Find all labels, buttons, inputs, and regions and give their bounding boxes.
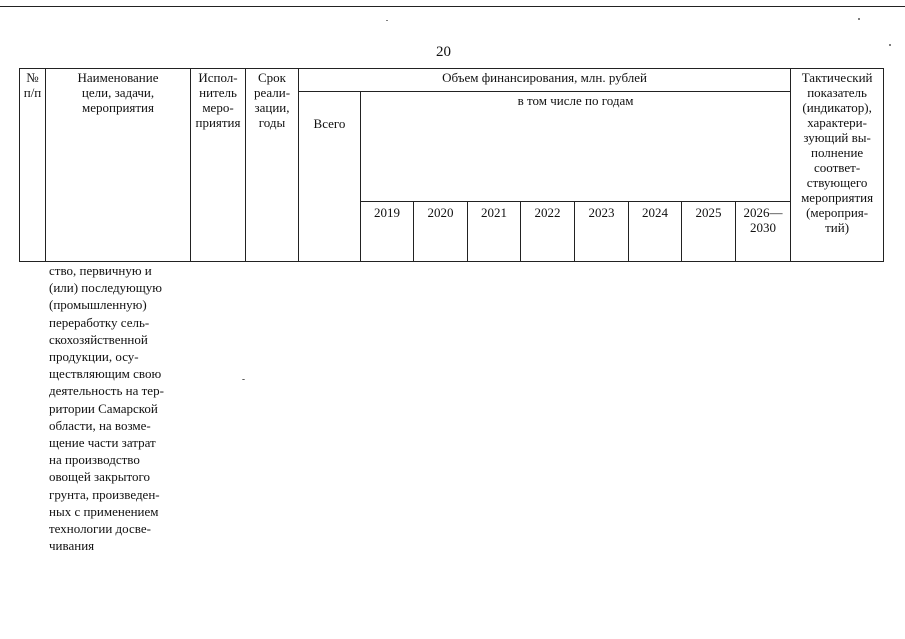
header-financing: Объем финансирования, млн. рублей: [299, 69, 791, 92]
text-line: щение части затрат: [49, 435, 156, 451]
text-line: продукции, осу-: [49, 349, 139, 365]
top-border-line: [0, 6, 905, 7]
header-term: Срок реали- зации, годы: [246, 69, 299, 262]
continuation-text: [49, 262, 184, 554]
text-line: технологии досве-: [49, 521, 151, 537]
header-year-2020: 2020: [414, 202, 468, 262]
text-line: овощей закрытого: [49, 469, 151, 485]
text-line: скохозяйственной: [49, 331, 148, 347]
scan-speck: [386, 20, 388, 21]
text-line: (или) последующую: [49, 280, 162, 296]
text-line: ществляющим свою: [49, 366, 162, 382]
header-executor: Испол- нитель меро- приятия: [191, 69, 246, 262]
text-line: ритории Самарской: [49, 400, 158, 416]
text-line: ство, первичную и: [49, 263, 152, 278]
header-indicator: Тактический показатель (индикатор), характери- зующий вы- полнение соответ- ствующего мероприятия (мероприя- тий): [791, 69, 884, 262]
text-line: (промышленную): [49, 297, 147, 313]
text-line: переработку сель-: [49, 314, 150, 330]
header-by-years: в том числе по годам: [361, 92, 791, 202]
scan-speck: [858, 18, 860, 20]
header-number: № п/п: [20, 69, 46, 262]
header-year-2024: 2024: [629, 202, 682, 262]
header-year-2022: 2022: [521, 202, 575, 262]
scan-speck: [889, 44, 891, 46]
page-number: 20: [436, 44, 451, 60]
header-year-2023: 2023: [575, 202, 629, 262]
header-year-2026-2030: 2026—2030: [736, 202, 791, 262]
text-line: области, на возме-: [49, 417, 151, 433]
header-total: Всего: [299, 92, 361, 262]
header-year-2021: 2021: [468, 202, 521, 262]
scan-speck: [242, 379, 245, 380]
text-line: деятельность на тер-: [49, 383, 164, 399]
text-line: чивания: [49, 538, 95, 554]
text-line: ных с применением: [49, 503, 159, 519]
text-line: грунта, произведен-: [49, 486, 160, 502]
header-name: Наименование цели, задачи, мероприятия: [46, 69, 191, 262]
header-year-2025: 2025: [682, 202, 736, 262]
text-line: на производство: [49, 452, 140, 468]
header-year-2019: 2019: [361, 202, 414, 262]
financing-table: [19, 68, 884, 262]
